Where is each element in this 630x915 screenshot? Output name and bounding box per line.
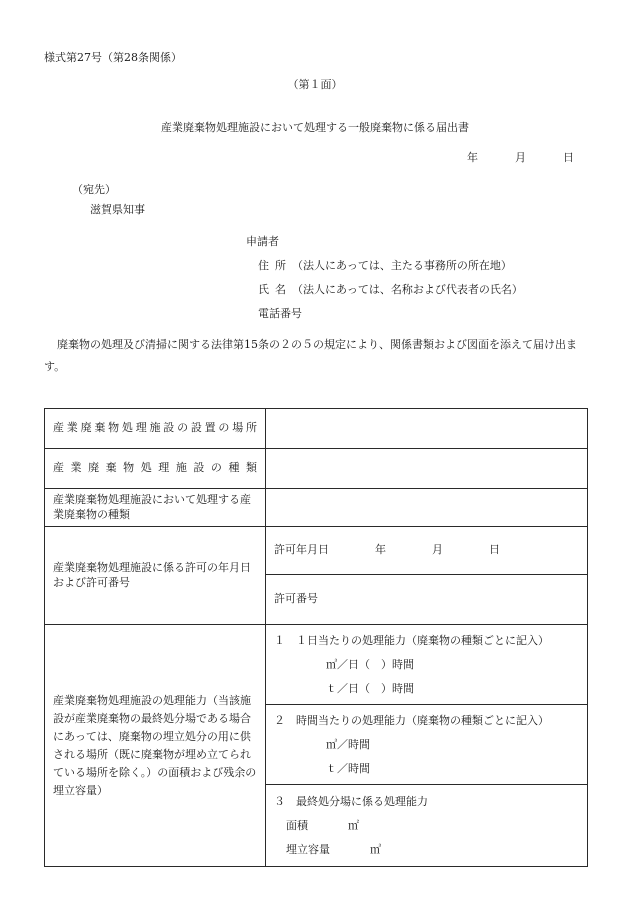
capacity-daily-title: １ １日当たりの処理能力（廃棄物の種類ごとに記入） — [274, 633, 549, 647]
permit-label: 産業廃棄物処理施設に係る許可の年月日および許可番号 — [45, 527, 266, 625]
facility-type-label: 産業廃棄物処理施設の種類 — [45, 449, 266, 489]
table-row — [45, 409, 588, 449]
name-key-2: 名 — [275, 283, 286, 296]
applicant-address-line — [258, 259, 512, 273]
capacity-landfill-title: ３ 最終処分場に係る処理能力 — [274, 794, 428, 808]
declaration-text: 廃棄物の処理及び清掃に関する法律第15条の２の５の規定により、関係書類および図面を添えて届け出ます。 — [44, 338, 577, 373]
document-title: 産業廃棄物処理施設において処理する一般廃棄物に係る届出書 — [161, 121, 469, 134]
permit-year-label: 年 — [375, 543, 386, 557]
capacity-landfill-field[interactable] — [266, 785, 588, 867]
name-key-1: 氏 — [258, 283, 269, 296]
waste-type-label: 産業廃棄物処理施設において処理する産業廃棄物の種類 — [45, 489, 266, 527]
addressee-prefix: （宛先） — [72, 183, 116, 196]
permit-number-field[interactable] — [266, 575, 588, 625]
landfill-area-label: 面積 — [286, 818, 308, 832]
form-number: 様式第27号（第28条関係） — [44, 51, 182, 64]
waste-type-field[interactable] — [266, 489, 588, 527]
permit-day-label: 日 — [489, 543, 500, 557]
applicant-name-line — [258, 283, 523, 297]
page-label: （第１面） — [287, 78, 343, 91]
date-year-label: 年 — [467, 151, 478, 164]
address-note: （法人にあっては、主たる事務所の所在地） — [292, 259, 512, 272]
location-label: 産業廃棄物処理施設の設置の場所 — [45, 409, 266, 449]
location-field[interactable] — [266, 409, 588, 449]
applicant-phone-label: 電話番号 — [258, 307, 302, 320]
permit-month-label: 月 — [432, 543, 443, 557]
capacity-hourly-weight: ｔ／時間 — [326, 761, 370, 775]
table-row — [45, 527, 588, 575]
name-note: （法人にあっては、名称および代表者の氏名） — [292, 283, 523, 296]
capacity-hourly-title: ２ 時間当たりの処理能力（廃棄物の種類ごとに記入） — [274, 713, 549, 727]
capacity-label: 産業廃棄物処理施設の処理能力（当該施設が産業廃棄物の最終処分場である場合にあっては、廃棄物の埋立処分の用に供される場所（既に廃棄物が埋め立てられている場所を除く。）の面積および残余の埋立容量） — [45, 625, 266, 867]
address-key-1: 住 — [258, 259, 269, 272]
permit-date-field[interactable] — [266, 527, 588, 575]
date-day-label: 日 — [563, 151, 574, 164]
applicant-label: 申請者 — [246, 235, 279, 248]
date-month-label: 月 — [515, 151, 526, 164]
capacity-daily-weight: ｔ／日（ ）時間 — [326, 681, 414, 695]
capacity-daily-volume: ㎥／日（ ）時間 — [326, 657, 414, 671]
capacity-hourly-volume: ㎥／時間 — [326, 737, 370, 751]
facility-type-field[interactable] — [266, 449, 588, 489]
table-row — [45, 625, 588, 705]
permit-number-label: 許可番号 — [274, 592, 318, 606]
table-row — [45, 489, 588, 527]
capacity-hourly-field[interactable] — [266, 705, 588, 785]
landfill-volume-label: 埋立容量 — [286, 842, 330, 856]
address-key-2: 所 — [275, 259, 286, 272]
capacity-daily-field[interactable] — [266, 625, 588, 705]
permit-date-label: 許可年月日 — [274, 543, 329, 557]
table-row — [45, 449, 588, 489]
date-line — [467, 151, 574, 165]
addressee-name: 滋賀県知事 — [90, 203, 145, 216]
landfill-area-unit: ㎡ — [348, 818, 359, 832]
notification-form-table — [44, 408, 588, 867]
landfill-volume-unit: ㎥ — [370, 842, 381, 856]
